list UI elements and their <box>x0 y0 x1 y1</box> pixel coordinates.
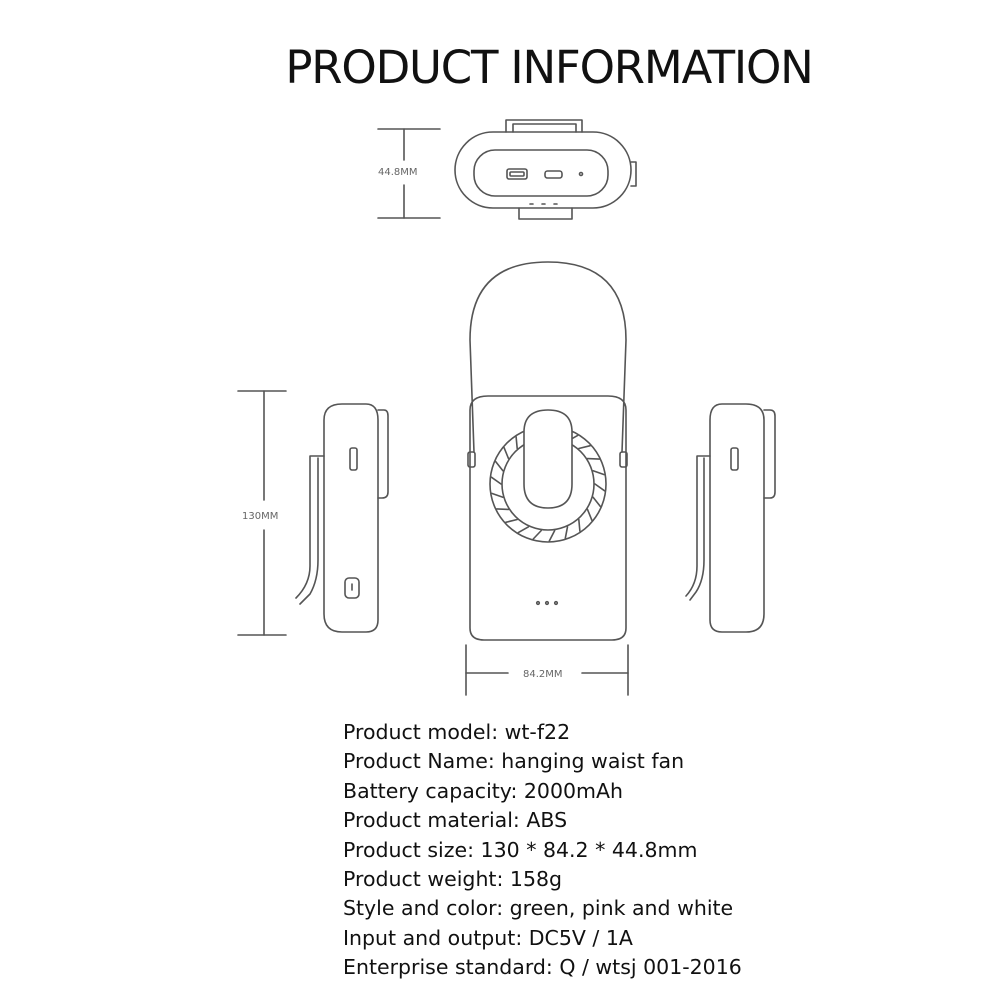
spec-separator: : <box>512 808 527 833</box>
page-title: PRODUCT INFORMATION <box>285 41 813 94</box>
fan-blade <box>506 520 517 523</box>
depth-label: 44.8MM <box>378 167 418 178</box>
fan-blade <box>533 531 541 540</box>
spec-label: Product size <box>343 837 468 862</box>
spec-separator: : <box>510 778 524 803</box>
spec-row <box>343 865 742 894</box>
fan-blade <box>595 484 605 491</box>
fan-blade <box>579 520 580 532</box>
fan-blade <box>593 471 604 475</box>
spec-row <box>343 747 742 776</box>
fan-blade <box>565 527 567 539</box>
right-side-view <box>686 404 775 632</box>
spec-row <box>343 836 742 865</box>
fan-blade <box>496 462 503 471</box>
spec-value: DC5V / 1A <box>528 925 633 950</box>
spec-label: Battery capacity <box>343 778 511 803</box>
fan-blade <box>588 459 600 460</box>
spec-separator: : <box>487 749 502 774</box>
spec-value: 158g <box>509 866 563 891</box>
fan-blade <box>504 448 508 459</box>
spec-label: Product Name <box>343 749 488 774</box>
spec-value: ABS <box>526 808 568 833</box>
spec-label: Product material <box>343 808 513 833</box>
spec-separator: : <box>496 866 510 891</box>
fan-blade <box>518 527 528 533</box>
fan-blade <box>492 493 503 497</box>
spec-value: wt-f22 <box>504 720 571 744</box>
spec-row <box>343 806 742 835</box>
spec-separator: : <box>491 720 505 744</box>
fan-blade <box>579 446 590 449</box>
spec-value: 130 * 84.2 * 44.8mm <box>480 837 698 862</box>
fan-blade <box>549 531 554 542</box>
width-label: 84.2MM <box>523 669 563 680</box>
fan-blade <box>593 497 600 506</box>
spec-row <box>343 953 742 982</box>
spec-row <box>343 718 742 747</box>
spec-separator: : <box>496 896 510 921</box>
spec-label: Product model <box>343 720 492 744</box>
spec-value: hanging waist fan <box>501 749 685 774</box>
front-view <box>466 262 628 695</box>
spec-label: Style and color <box>343 896 497 921</box>
spec-row <box>343 894 742 923</box>
fan-blade <box>588 509 592 520</box>
fan-blade <box>516 437 517 449</box>
spec-separator: : <box>545 955 560 980</box>
fan-blade <box>491 477 501 484</box>
spec-label: Enterprise standard <box>343 955 546 980</box>
spec-label: Product weight <box>343 866 497 891</box>
height-label: 130MM <box>242 511 279 522</box>
spec-separator: : <box>467 837 481 862</box>
spec-separator: : <box>515 925 529 950</box>
spec-label: Input and output <box>343 925 516 950</box>
spec-list <box>343 718 742 983</box>
spec-value: Q / wtsj 001-2016 <box>559 955 742 980</box>
spec-row <box>343 924 742 953</box>
fan-blade <box>497 509 509 510</box>
spec-row <box>343 777 742 806</box>
spec-value: 2000mAh <box>523 778 624 803</box>
spec-value: green, pink and white <box>509 896 734 921</box>
